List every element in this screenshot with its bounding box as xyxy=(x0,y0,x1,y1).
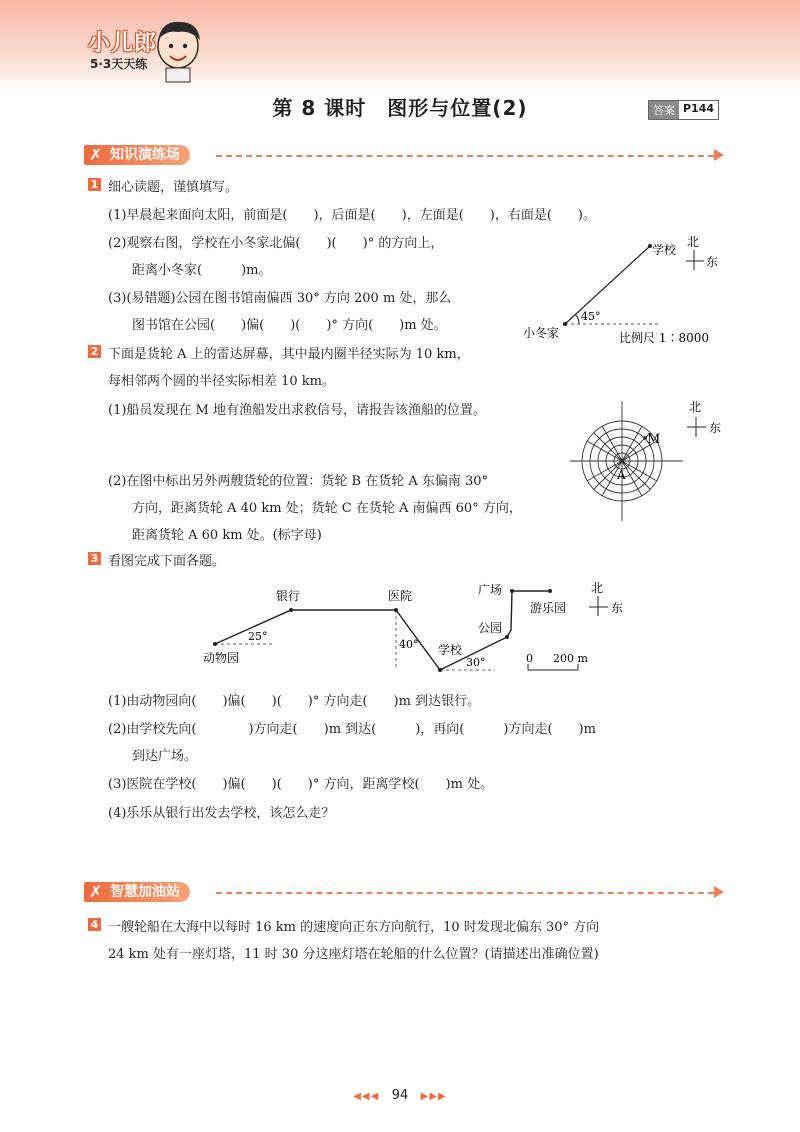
park-label: 公园 xyxy=(478,621,503,635)
east-label: 东 xyxy=(709,421,722,435)
arrow-icon xyxy=(714,886,724,898)
amusement-park-point xyxy=(548,589,552,593)
north-label: 北 xyxy=(689,400,702,414)
question-line: 一艘轮船在大海中以每时 16 km 的速度向正东方向航行，10 时发现北偏东 30° 方向 xyxy=(108,920,600,935)
north-label: 北 xyxy=(591,581,604,595)
answer-reference[interactable] xyxy=(648,100,719,120)
ship-a-point xyxy=(620,459,624,463)
question-line: (3)(易错题)公园在图书馆南偏西 30° 方向 200 m 处，那么 xyxy=(108,291,452,306)
bank-point xyxy=(289,608,293,612)
question-line: 每相邻两个圆的半径实际相差 10 km。 xyxy=(108,374,336,389)
direction-diagram xyxy=(515,228,730,348)
school-point xyxy=(438,668,442,672)
angle-40-label: 40° xyxy=(399,638,419,651)
question-line: (2)观察右图，学校在小冬家北偏( )( )° 的方向上， xyxy=(108,236,444,251)
section-badge xyxy=(84,882,190,902)
section-header-challenge xyxy=(84,882,724,904)
question-number: 2 xyxy=(88,345,101,358)
square-point xyxy=(510,589,514,593)
brand-logo: 小儿郎 xyxy=(88,31,158,56)
question-line: (4)乐乐从银行出发去学校，该怎么走？ xyxy=(108,806,335,821)
home-label: 小冬家 xyxy=(523,326,560,340)
hospital-label: 医院 xyxy=(388,589,413,603)
answer-label: 答案 xyxy=(649,101,679,119)
section-title: 知识演练场 xyxy=(110,147,180,163)
question-line: 距离小冬家( )m。 xyxy=(132,263,272,278)
section-mark-icon: ✗ xyxy=(89,882,103,901)
question-title: 细心读题，谨慎填写。 xyxy=(108,180,239,195)
zoo-label: 动物园 xyxy=(203,651,240,665)
question-line: (1)船员发现在 M 地有渔船发出求救信号，请报告该渔船的位置。 xyxy=(108,403,486,418)
radar-screen xyxy=(570,401,683,521)
route-map xyxy=(195,578,645,678)
section-divider xyxy=(216,155,714,157)
scale-label: 比例尺 1∶8000 xyxy=(619,331,709,345)
amusement-park-label: 游乐园 xyxy=(530,601,567,615)
angle-arc xyxy=(575,314,579,324)
question-line: 距离货轮 A 60 km 处。(标字母) xyxy=(132,528,322,543)
east-label: 东 xyxy=(706,255,719,269)
brand-subtitle: 5·3天天练 xyxy=(90,57,148,71)
square-label: 广场 xyxy=(478,583,503,597)
school-label: 学校 xyxy=(652,243,677,257)
question-line: (3)医院在学校( )偏( )( )° 方向，距离学校( )m 处。 xyxy=(108,777,494,792)
next-arrows-icon: ▶▶▶ xyxy=(420,1091,447,1102)
school-label: 学校 xyxy=(438,643,463,657)
section-header-practice xyxy=(84,145,724,167)
page-number: 94 xyxy=(391,1088,409,1103)
east-label: 东 xyxy=(611,601,624,615)
hospital-point xyxy=(394,608,398,612)
park-point xyxy=(505,635,509,639)
question-line: 下面是货轮 A 上的雷达屏幕，其中最内圈半径实际为 10 km， xyxy=(108,347,470,362)
mascot-icon xyxy=(150,18,206,84)
question-line: 方向，距离货轮 A 40 km 处；货轮 C 在货轮 A 南偏西 60° 方向， xyxy=(132,501,522,516)
question-title: 看图完成下面各题。 xyxy=(108,554,226,569)
question-line: (1)由动物园向( )偏( )( )° 方向走( )m 到达银行。 xyxy=(108,694,481,709)
ship-a-label: A xyxy=(617,468,626,482)
prev-arrows-icon: ◀◀◀ xyxy=(353,1091,380,1102)
arrow-icon xyxy=(714,149,724,161)
radar-diagram xyxy=(565,395,735,527)
angle-30-label: 30° xyxy=(466,656,486,669)
home-school-line xyxy=(565,246,650,324)
ship-m-label: M xyxy=(647,432,661,447)
question-number: 4 xyxy=(88,918,101,931)
answer-page: P144 xyxy=(683,102,715,115)
section-mark-icon: ✗ xyxy=(89,145,103,164)
question-line: (1)早晨起来面向太阳，前面是( )，后面是( )，左面是( )，右面是( )。 xyxy=(108,208,596,223)
page-title: 第 8 课时 图形与位置(2) xyxy=(272,96,528,120)
scale-zero: 0 xyxy=(526,652,533,665)
zoo-point xyxy=(213,642,217,646)
section-divider xyxy=(216,892,714,894)
question-line: (2)在图中标出另外两艘货轮的位置：货轮 B 在货轮 A 东偏南 30° xyxy=(108,474,489,489)
north-label: 北 xyxy=(687,235,700,249)
angle-25-label: 25° xyxy=(248,630,268,643)
section-title: 智慧加油站 xyxy=(110,884,180,900)
question-line: 图书馆在公园( )偏( )( )° 方向( )m 处。 xyxy=(132,318,447,333)
question-line: 到达广场。 xyxy=(132,749,198,764)
home-point xyxy=(563,322,567,326)
page-footer xyxy=(0,1088,800,1103)
question-line: 24 km 处有一座灯塔，11 时 30 分这座灯塔在轮船的什么位置？(请描述出准确位置) xyxy=(108,947,599,962)
bank-label: 银行 xyxy=(276,589,301,603)
question-number: 1 xyxy=(88,178,101,191)
scale-200: 200 m xyxy=(553,652,588,665)
question-number: 3 xyxy=(88,552,101,565)
question-line: (2)由学校先向( )方向走( )m 到达( )，再向( )方向走( )m xyxy=(108,722,596,737)
section-badge xyxy=(84,145,190,165)
angle-label: 45° xyxy=(581,310,601,323)
